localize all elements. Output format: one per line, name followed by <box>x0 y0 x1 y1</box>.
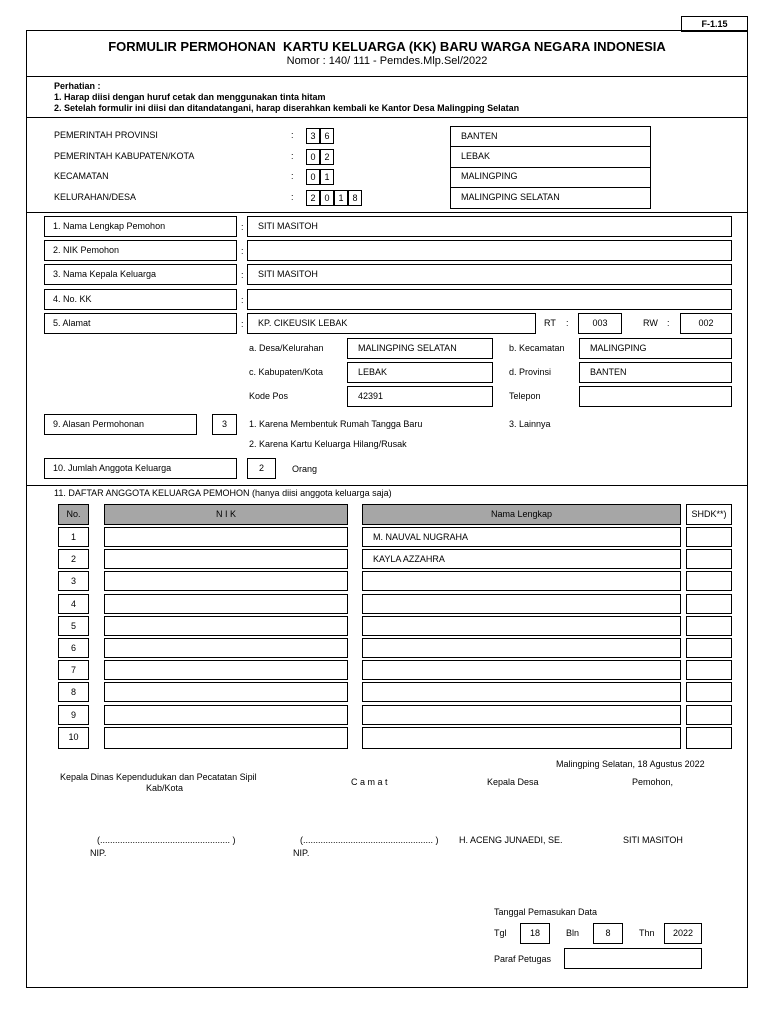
row-nik[interactable] <box>104 660 348 680</box>
regency-digit: 0 <box>306 149 320 165</box>
divider-3 <box>26 212 748 213</box>
village-name: MALINGPING SELATAN <box>450 187 651 209</box>
kabupaten-label: c. Kabupaten/Kota <box>249 367 324 377</box>
kk-number-field[interactable] <box>247 289 732 310</box>
rw-label: RW <box>643 318 658 328</box>
postal-code-label: Kode Pos <box>249 391 289 401</box>
provinsi-field[interactable]: BANTEN <box>579 362 732 383</box>
divider-2 <box>26 117 748 118</box>
pemohon-name: SITI MASITOH <box>623 835 683 845</box>
reason-option-1: 1. Karena Membentuk Rumah Tangga Baru <box>249 419 423 429</box>
row-name[interactable] <box>362 594 681 614</box>
applicant-name-label: 1. Nama Lengkap Pemohon <box>44 216 237 237</box>
dinas-title: Kepala Dinas Kependudukan dan Pecatatan Sipil <box>60 772 257 782</box>
provinsi-label: d. Provinsi <box>509 367 552 377</box>
divider-1 <box>26 76 748 77</box>
reason-field[interactable]: 3 <box>212 414 237 435</box>
row-nik[interactable] <box>104 727 348 749</box>
region-district-label: KECAMATAN <box>54 171 109 181</box>
row-nik[interactable] <box>104 527 348 547</box>
member-count-field[interactable]: 2 <box>247 458 276 479</box>
camat-name-blank: (.................................................... ) <box>300 835 439 845</box>
colon: : <box>241 270 244 280</box>
row-no: 8 <box>58 682 89 702</box>
member-count-label: 10. Jumlah Anggota Keluarga <box>44 458 237 479</box>
row-shdk[interactable] <box>686 660 732 680</box>
district-name: MALINGPING <box>450 167 651 188</box>
regency-name: LEBAK <box>450 147 651 168</box>
district-digit: 1 <box>320 169 334 185</box>
notice-line-2: 2. Setelah formulir ini diisi dan ditandatangani, harap diserahkan kembali ke Kantor Desa Malingping Selatan <box>54 103 520 113</box>
region-colon: : <box>291 192 294 202</box>
colon: : <box>566 318 569 328</box>
row-name[interactable] <box>362 727 681 749</box>
colon: : <box>241 295 244 305</box>
reason-label: 9. Alasan Permohonan <box>44 414 197 435</box>
row-name[interactable] <box>362 682 681 702</box>
notice-line-1: 1. Harap diisi dengan huruf cetak dan menggunakan tinta hitam <box>54 92 326 102</box>
family-head-label: 3. Nama Kepala Keluarga <box>44 264 237 285</box>
row-nik[interactable] <box>104 594 348 614</box>
header-shdk: SHDK**) <box>686 504 732 525</box>
row-nik[interactable] <box>104 638 348 658</box>
rw-field[interactable]: 002 <box>680 313 732 334</box>
form-code: F-1.15 <box>701 19 728 29</box>
family-head-field[interactable]: SITI MASITOH <box>247 264 732 285</box>
kecamatan-field[interactable]: MALINGPING <box>579 338 732 359</box>
row-name[interactable] <box>362 571 681 591</box>
row-name[interactable] <box>362 660 681 680</box>
colon: : <box>667 318 670 328</box>
row-shdk[interactable] <box>686 638 732 658</box>
kades-title: Kepala Desa <box>487 777 539 787</box>
entry-thn-field[interactable]: 2022 <box>664 923 702 944</box>
row-nik[interactable] <box>104 705 348 725</box>
row-shdk[interactable] <box>686 616 732 636</box>
row-shdk[interactable] <box>686 571 732 591</box>
row-no: 1 <box>58 527 89 547</box>
row-no: 9 <box>58 705 89 725</box>
regency-digit: 2 <box>320 149 334 165</box>
row-name[interactable]: M. NAUVAL NUGRAHA <box>362 527 681 547</box>
entry-tgl-label: Tgl <box>494 928 507 938</box>
province-digit: 3 <box>306 128 320 144</box>
village-digit: 8 <box>348 190 362 206</box>
place-date: Malingping Selatan, 18 Agustus 2022 <box>556 759 705 769</box>
desa-label: a. Desa/Kelurahan <box>249 343 324 353</box>
notice-heading: Perhatian : <box>54 81 101 91</box>
dinas-name-blank: (.................................................... ) <box>97 835 236 845</box>
entry-bln-field[interactable]: 8 <box>593 923 623 944</box>
row-nik[interactable] <box>104 616 348 636</box>
camat-nip: NIP. <box>293 848 310 858</box>
camat-title: C a m a t <box>351 777 388 787</box>
row-nik[interactable] <box>104 571 348 591</box>
row-no: 4 <box>58 594 89 614</box>
row-shdk[interactable] <box>686 727 732 749</box>
village-digit: 0 <box>320 190 334 206</box>
desa-field[interactable]: MALINGPING SELATAN <box>347 338 493 359</box>
entry-paraf-label: Paraf Petugas <box>494 954 552 964</box>
dinas-subtitle: Kab/Kota <box>146 783 184 793</box>
row-nik[interactable] <box>104 682 348 702</box>
row-shdk[interactable] <box>686 527 732 547</box>
region-colon: : <box>291 151 294 161</box>
region-province-label: PEMERINTAH PROVINSI <box>54 130 158 140</box>
colon: : <box>241 222 244 232</box>
village-digit: 2 <box>306 190 320 206</box>
form-number: Nomor : 140/ 111 - Pemdes.Mlp.Sel/2022 <box>286 55 488 67</box>
form-title: FORMULIR PERMOHONAN KARTU KELUARGA (KK) BARU WARGA NEGARA INDONESIA <box>108 39 666 54</box>
member-count-unit: Orang <box>292 464 318 474</box>
applicant-nik-label: 2. NIK Pemohon <box>44 240 237 261</box>
kabupaten-field[interactable]: LEBAK <box>347 362 493 383</box>
postal-code-field[interactable]: 42391 <box>347 386 493 407</box>
region-colon: : <box>291 130 294 140</box>
row-name[interactable] <box>362 616 681 636</box>
divider-4 <box>26 485 748 486</box>
region-regency-label: PEMERINTAH KABUPATEN/KOTA <box>54 151 195 161</box>
row-no: 7 <box>58 660 89 680</box>
dinas-nip: NIP. <box>90 848 107 858</box>
row-name[interactable] <box>362 638 681 658</box>
pemohon-title: Pemohon, <box>632 777 674 787</box>
kades-name: H. ACENG JUNAEDI, SE. <box>459 835 563 845</box>
entry-thn-label: Thn <box>639 928 655 938</box>
address-field[interactable]: KP. CIKEUSIK LEBAK <box>247 313 536 334</box>
reason-option-3: 3. Lainnya <box>509 419 551 429</box>
applicant-name-field[interactable]: SITI MASITOH <box>247 216 732 237</box>
row-no: 10 <box>58 727 89 749</box>
row-nik[interactable] <box>104 549 348 569</box>
rt-field[interactable]: 003 <box>578 313 622 334</box>
row-name[interactable] <box>362 705 681 725</box>
header-nik: N I K <box>104 504 348 525</box>
region-village-label: KELURAHAN/DESA <box>54 192 137 202</box>
phone-field[interactable] <box>579 386 732 407</box>
entry-paraf-field[interactable] <box>564 948 702 969</box>
reason-option-2: 2. Karena Kartu Keluarga Hilang/Rusak <box>249 439 407 449</box>
header-name: Nama Lengkap <box>362 504 681 525</box>
members-title: 11. DAFTAR ANGGOTA KELUARGA PEMOHON (hanya diisi anggota keluarga saja) <box>54 488 392 498</box>
address-label: 5. Alamat <box>44 313 237 334</box>
row-no: 2 <box>58 549 89 569</box>
province-name: BANTEN <box>450 126 651 147</box>
row-shdk[interactable] <box>686 682 732 702</box>
village-digit: 1 <box>334 190 348 206</box>
row-no: 3 <box>58 571 89 591</box>
kk-number-label: 4. No. KK <box>44 289 237 310</box>
row-shdk[interactable] <box>686 549 732 569</box>
phone-label: Telepon <box>509 391 541 401</box>
region-colon: : <box>291 171 294 181</box>
kecamatan-label: b. Kecamatan <box>509 343 565 353</box>
entry-tgl-field[interactable]: 18 <box>520 923 550 944</box>
district-digit: 0 <box>306 169 320 185</box>
province-digit: 6 <box>320 128 334 144</box>
colon: : <box>241 319 244 329</box>
colon: : <box>241 246 244 256</box>
row-shdk[interactable] <box>686 594 732 614</box>
row-no: 6 <box>58 638 89 658</box>
row-shdk[interactable] <box>686 705 732 725</box>
entry-bln-label: Bln <box>566 928 580 938</box>
entry-title: Tanggal Pemasukan Data <box>494 907 598 917</box>
applicant-nik-field[interactable] <box>247 240 732 261</box>
rt-label: RT <box>544 318 556 328</box>
row-no: 5 <box>58 616 89 636</box>
row-name[interactable]: KAYLA AZZAHRA <box>362 549 681 569</box>
header-no: No. <box>58 504 89 525</box>
